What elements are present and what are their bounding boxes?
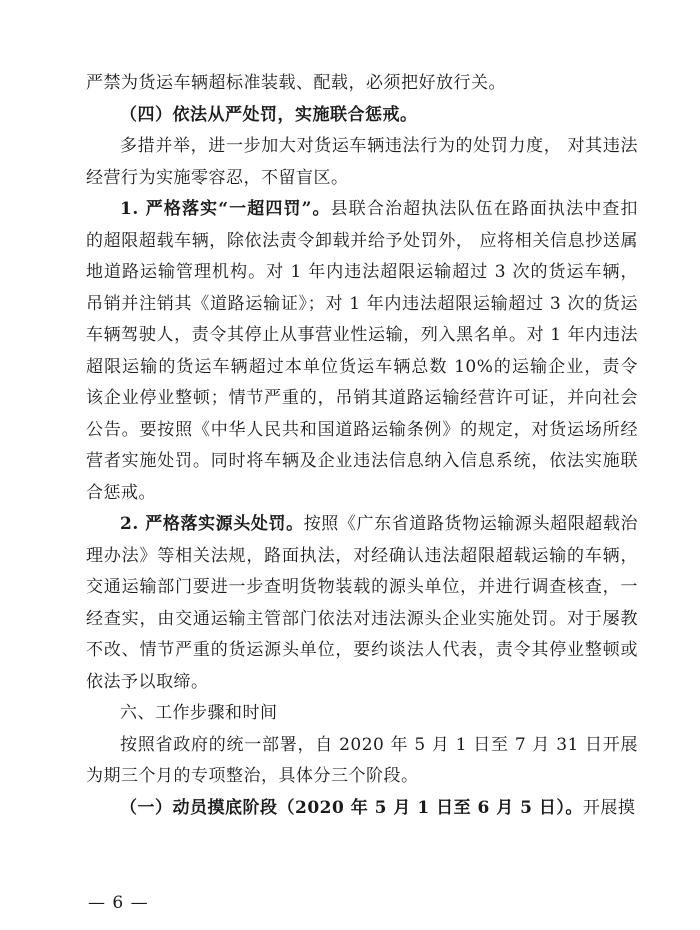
page-number: — 6 — [88,893,149,913]
paragraph-text: 按照省政府的统一部署，自 2020 年 5 月 1 日至 7 月 31 日开展为期三个月的专项整治，具体分三个阶段。 [86,734,638,786]
paragraph-text: 按照《广东省道路货物运输源头超限超载治理办法》等相关法规，路面执法，对经确认违法超限超载运输的车辆，交通运输部门要进一步查明货物装载的源头单位，并进行调查核查，一经查实，由交通运输主管部门依法对违法源头企业实施处罚。对于屡教不改、情节严重的货运源头单位，要约谈法人代表，责令其停业整顿或依法予以取缔。 [86,514,639,692]
paragraph-text: 多措并举，进一步加大对货运车辆违法行为的处罚力度， 对其违法经营行为实施零容忍，不留盲区。 [86,136,638,188]
paragraph-lead-title: 1. 严格落实“一超四罚”。 [120,199,331,219]
heading-text: 六、工作步骤和时间 [120,703,278,723]
heading-text: （四）依法从严处罚，实施联合惩戒。 [120,104,418,125]
paragraph-multiple-measures [86,131,638,194]
section-heading-steps-and-time [86,698,638,730]
paragraph-release-control [86,68,638,100]
paragraph-source-penalties [86,509,638,698]
paragraph-lead-title: 2. 严格落实源头处罚。 [120,514,304,534]
paragraph-one-overload-four-penalties [86,194,638,509]
paragraph-lead-title: （一）动员摸底阶段（2020 年 5 月 1 日至 6 月 5 日）。 [120,797,583,818]
paragraph-text: 严禁为货运车辆超标准装载、配载，必须把好放行关。 [86,73,506,93]
section-heading-penalties [86,100,638,132]
paragraph-schedule [86,730,638,793]
document-body [86,68,638,824]
paragraph-text: 开展摸 [582,797,636,818]
paragraph-mobilization-stage [86,793,638,825]
paragraph-text: 县联合治超执法队伍在路面执法中查扣的超限超载车辆，除依法责令卸载并给予处罚外， 应将相关信息抄送属地道路运输管理机构。对 1 年内违法超限运输超过 3 次的货运车辆，吊销并注销其《道路运输证》；对 1 年内违法超限运输超过 3 次的货运车辆驾驶人，责令其停止从事营业性运输，列入黑名单。对 1 年内违法超限运输的货运车辆超过本单位货运车辆总数 10%的运输企业，责令该企业停业整顿；情节严重的，吊销其道路运输经营许可证，并向社会公告。要按照《中华人民共和国道路运输条例》的规定，对货运场所经营者实施处罚。同时将车辆及企业违法信息纳入信息系统，依法实施联合惩戒。 [86,199,638,503]
